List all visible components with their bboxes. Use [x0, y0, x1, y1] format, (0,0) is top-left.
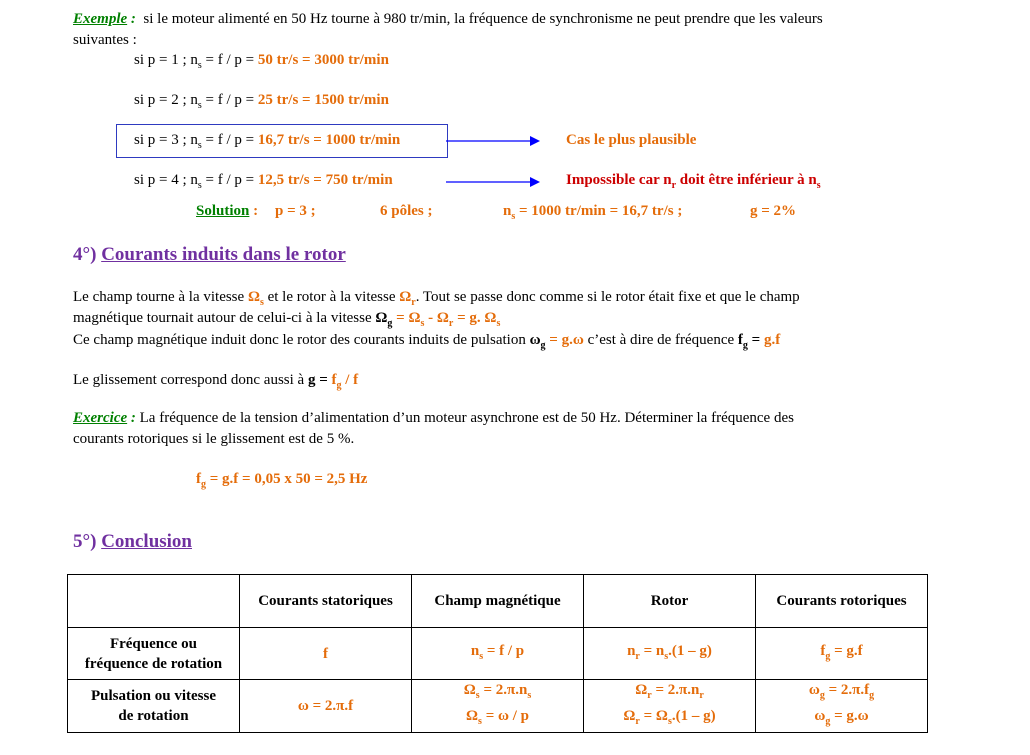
header-courants-statoriques: Courants statoriques [240, 575, 412, 628]
s4-glissement: Le glissement correspond donc aussi à $g = f_g / f$ [73, 372, 359, 391]
exemple-line-1: Exemple : si le moteur alimenté en 50 Hz tourne à 980 tr/min, la fréquence de synchronisme ne peut prendre que les valeurs [73, 11, 823, 27]
solution-ns: $n_s = 1000$ tr/min = 16,7 tr/s ; [503, 203, 683, 222]
conclusion-table [67, 574, 928, 733]
note-impossible: Impossible car $n_r$ doit être inférieur à $n_s$ [566, 172, 821, 191]
s4-para-line-2: magnétique tournait autour de celui-ci à la vitesse $\Omega_g = \Omega_s - \Omega_r = g$. $\Omega_s$ [73, 310, 501, 329]
arrow-impossible [446, 175, 541, 189]
exemple-text: si le moteur alimenté en 50 Hz tourne à 980 tr/min, la fréquence de synchronisme ne peut prendre que les valeurs [143, 11, 823, 27]
cell-puls-champ: $\Omega_s = 2.\pi.n_s$ $\Omega_s = \omega / p$ [412, 680, 584, 733]
exercice-line-1: Exercice : La fréquence de la tension d’alimentation d’un moteur asynchrone est de 50 Hz. Déterminer la fréquence des [73, 410, 794, 426]
exemple-line-2: suivantes : [73, 32, 137, 48]
solution-poles: 6 pôles ; [380, 203, 433, 219]
header-champ-magnetique: Champ magnétique [412, 575, 584, 628]
exercice-line-2: courants rotoriques si le glissement est de 5 %. [73, 431, 355, 447]
solution-p: p = 3 ; [275, 203, 316, 219]
table-row-frequence [68, 628, 928, 680]
section5-heading: 5°) Conclusion [73, 531, 192, 552]
note-plausible: Cas le plus plausible [566, 132, 697, 148]
exercice-label: Exercice [73, 410, 128, 426]
case-p1: si p = 1 ; $n_s = f / p = 50$ tr/s = 3000 tr/min [134, 52, 389, 71]
table-row-pulsation [68, 680, 928, 733]
s4-para-line-3: Ce champ magnétique induit donc le rotor des courants induits de pulsation $\omega_g = g.\omega$ c’est à dire de fréquence $f_g = g.f$ [73, 332, 781, 351]
solution-label: Solution [196, 203, 250, 219]
section4-heading: 4°) Courants induits dans le rotor [73, 244, 346, 265]
cell-freq-rotor: $n_r = n_s.(1 - g)$ [584, 628, 756, 680]
header-courants-rotoriques: Courants rotoriques [756, 575, 928, 628]
case-p2: si p = 2 ; $n_s = f / p = 25$ tr/s = 1500 tr/min [134, 92, 389, 111]
case-p3: si p = 3 ; $n_s = f / p = 16,7$ tr/s = 1000 tr/min [134, 132, 401, 151]
arrow-plausible [446, 134, 541, 148]
table-header-empty [68, 575, 240, 628]
cell-freq-champ: $n_s = f / p$ [412, 628, 584, 680]
exercice-answer: $f_g = g.f = 0,05$ x 50 = 2,5 Hz [196, 471, 368, 490]
s4-para-line-1: Le champ tourne à la vitesse $\Omega_s$ et le rotor à la vitesse $\Omega_r$. Tout se passe donc comme si le rotor était fixe et que le champ [73, 289, 800, 308]
cell-puls-rotor: $\Omega_r = 2.\pi.n_r$ $\Omega_r = \Omega_s.(1 - g)$ [584, 680, 756, 733]
table-header-row [68, 575, 928, 628]
exemple-label: Exemple [73, 11, 128, 27]
cell-freq-courants-rotoriques: $f_g = g.f$ [756, 628, 928, 680]
cell-puls-stator: ω = 2.π.f [240, 680, 412, 733]
cell-puls-courants-rotoriques: $\omega_g = 2.\pi.f_g$ $\omega_g = g.\omega$ [756, 680, 928, 733]
header-rotor: Rotor [584, 575, 756, 628]
solution-label-wrap: Solution : [196, 203, 259, 219]
cell-freq-stator: f [240, 628, 412, 680]
row-label-frequence: Fréquence ou fréquence de rotation [68, 628, 240, 680]
case-p4: si p = 4 ; $n_s = f / p = 12,5$ tr/s = 750 tr/min [134, 172, 393, 191]
solution-g: g = 2% [750, 203, 797, 219]
row-label-pulsation: Pulsation ou vitesse de rotation [68, 680, 240, 733]
